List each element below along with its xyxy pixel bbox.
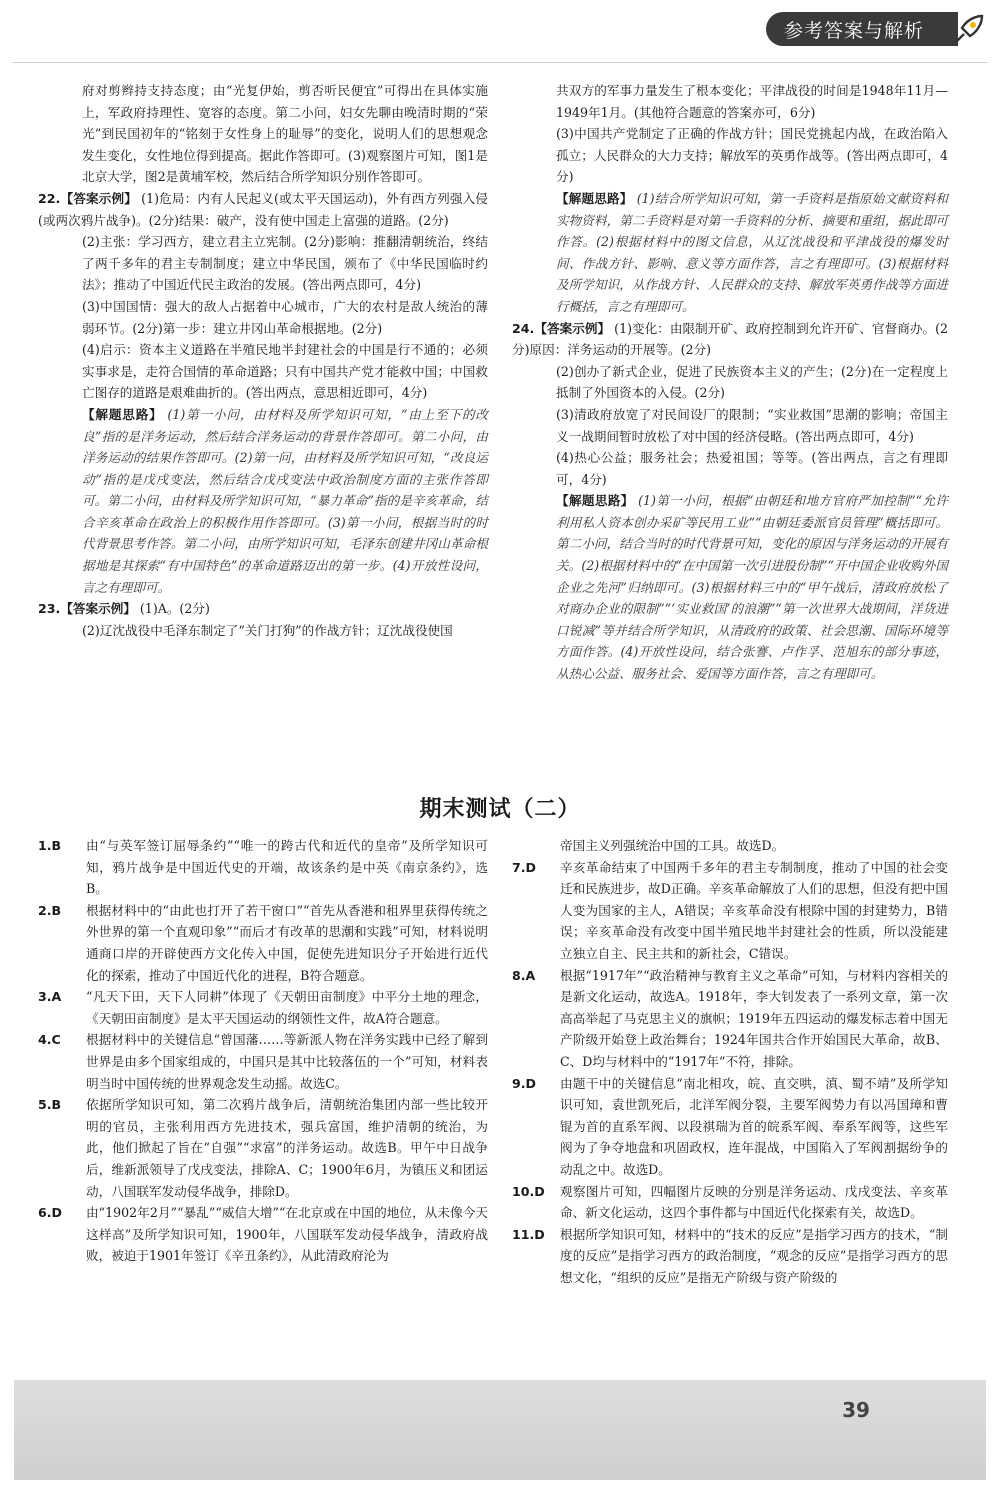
- solution-hint-text: (1)结合所学知识可知，第一手资料是指原始文献资料和实物资料，第二手资料是对第一手资料的分析、摘要和重组，据此即可作答。(2)根据材料中的图文信息，从辽沈战役和平津战役的爆发时间、作战方针、影响、意义等方面作答，言之有理即可。(3)根据材料及所学知识，从作战方针、人民群众的支持、解放军英勇作战等方面进行概括，言之有理即可。: [556, 190, 948, 314]
- question-23-answer: [38, 598, 488, 620]
- solution-hint-text: (1)第一小问，根据“由朝廷和地方官府严加控制”“允许利用私人资本创办采矿等民用工业”“由朝廷委派官员管理”概括即可。第二小问，结合当时的时代背景可知，变化的原因与洋务运动的开展有关。(2)根据材料中的“在中国第一次引进股份制”“开中国企业收购外国企业之先河”归纳即可。(3)根据材料三中的“甲午战后，清政府放松了对商办企业的限制”“‘实业救国’的浪潮”“第一次世界大战期间，洋货进口锐减”等并结合所学知识，从清政府的政策、社会思潮、国际环境等方面作答。(4)开放性设问，结合张謇、卢作孚、范旭东的部分事迹，从热心公益、服务社会、爱国等方面作答，言之有理即可。: [556, 493, 949, 682]
- mc-answer-key: 7.D: [512, 859, 537, 875]
- header-title: 参考答案与解析: [783, 19, 924, 42]
- answer-text: 共双方的军事力量发生了根本变化；平津战役的时间是1948年11月—1949年1月。(其他符合题意的答案亦可，6分): [556, 83, 948, 120]
- mc-answer-explanation: “凡天下田，天下人同耕”体现了《天朝田亩制度》中平分土地的理念，《天朝田亩制度》是太平天国运动的纲领性文件，故A符合题意。: [86, 989, 488, 1026]
- mc-answer-key: 1.B: [38, 838, 62, 853]
- answer-text: (4)热心公益；服务社会；热爱祖国；等等。(答出两点，言之有理即可，4分): [556, 450, 948, 487]
- mc-answer-key: 11.D: [512, 1226, 545, 1242]
- solution-hint-text: (1)第一小问，由材料及所学知识可知，“由上至下的改良”指的是洋务运动，然后结合洋务运动的背景作答即可。第二小问，由洋务运动的结果作答即可。(2)第一问，由材料及所学知识可知，“改良运动”指的是戊戌变法，然后结合戊戌变法中政治制度方面的主张作答即可。第二小问，由材料及所学知识可知，“暴力革命”指的是辛亥革命，结合辛亥革命在政治上的积极作用作答即可。(3)第一小问，根据当时的时代背景思考作答。第二小问，由所学知识可知，毛泽东创建井冈山革命根据地是其探索“有中国特色”的革命道路迈出的第一步。(4)开放性设问，言之有理即可。: [82, 406, 488, 595]
- answer-column-left: [38, 80, 488, 641]
- solution-hint: [512, 490, 948, 684]
- mc-answer-item: [38, 1094, 488, 1202]
- mc-answer-key: 3.A: [38, 989, 62, 1005]
- mc-answer-explanation: 根据所学知识可知，材料中的“技术的反应”是指学习西方的技术，“制度的反应”是指学习西方的政治制度，“观念的反应”是指学习西方的思想文化，“组织的反应”是指无产阶级与资产阶级的: [560, 1226, 948, 1285]
- mc-answer-explanation: 由“与英军签订屈辱条约”“唯一的跨古代和近代的皇帝”及所学知识可知，鸦片战争是中国近代史的开端，故该条约是中英《南京条约》，选B。: [86, 838, 488, 897]
- answer-text: (2)创办了新式企业，促进了民族资本主义的产生；(2分)在一定程度上抵制了外国资本的入侵。(2分): [556, 363, 948, 401]
- mc-answer-explanation: 根据“1917年”“政治精神与教育主义之革命”可知，与材料内容相关的是新文化运动，故选A。1918年，李大钊发表了一系列文章，第一次高高举起了马克思主义的旗帜；1919年五四运动的爆发标志着中国无产阶级开始登上政治舞台；1924年国共合作开始国民大革命，故B、C、D均与材料中的“1917年”不符，排除。: [560, 967, 948, 1069]
- question-24-answer: [512, 318, 948, 361]
- mc-answer-key: 2.B: [38, 902, 62, 918]
- mc-answer-key: 6.D: [38, 1205, 63, 1221]
- answer-example-tag: 【答案示例】: [60, 190, 137, 206]
- answer-text: (2)主张：学习西方，建立君主立宪制。(2分)影响：推翻清朝统治，终结了两千多年的君主专制制度；建立中华民国，颁布了《中华民国临时约法》；推动了中国近代民主政治的发展。(答出两点即可，4分): [82, 234, 488, 293]
- answer-text: (1)危局：内有人民起义(或太平天国运动)，外有西方列强入侵(或两次鸦片战争)。(2分)结果：破产，没有使中国走上富强的道路。(2分): [38, 190, 488, 228]
- question-22-answer: [38, 188, 488, 231]
- solution-hint: [512, 188, 948, 318]
- mc-answer-item: [38, 835, 488, 900]
- answer-text: (1)变化：由限制开矿、政府控制到允许开矿、官督商办。(2分)原因：洋务运动的开展等。(2分): [512, 320, 948, 358]
- question-number: 23.: [38, 601, 61, 617]
- answer-text: (3)中国国情：强大的敌人占据着中心城市，广大的农村是敌人统治的薄弱环节。(2分)第一步：建立井冈山革命根据地。(2分): [82, 298, 488, 336]
- mc-answer-item: [512, 1224, 948, 1289]
- mc-answer-explanation: 帝国主义列强统治中国的工具。故选D。: [560, 838, 785, 853]
- answer-paragraph: 府对剪辫持支持态度；由“光复伊始，剪否听民便宜”可得出在具体实施上，军政府持理性、宽容的态度。第二小问，妇女先聊由晚清时期的“荣光”到民国初年的“铭刻于女性身上的耻辱”的变化，说明人们的思想观念发生变化，女性地位得到提高。据此作答即可。(3)观察图片可知，图1是北京大学，图2是黄埔军校，然后结合所学知识分别作答即可。: [82, 83, 488, 185]
- section-title: 期末测试（二）: [419, 797, 581, 822]
- mc-answer-item: [38, 986, 488, 1029]
- solution-hint-tag: 【解题思路】: [556, 493, 634, 509]
- header-title-badge: [766, 12, 958, 46]
- mc-answer-item: [512, 835, 948, 857]
- answer-column-right: [512, 80, 948, 685]
- mc-answer-key: 4.C: [38, 1032, 61, 1048]
- mc-answer-item: [512, 1181, 948, 1224]
- answer-example-tag: 【答案示例】: [534, 320, 611, 336]
- page-number: 39: [842, 1398, 870, 1422]
- answer-text: (3)清政府放宽了对民间设厂的限制；“实业救国”思潮的影响；帝国主义一战期间暂时放松了对中国的经济侵略。(答出两点即可，4分): [556, 406, 948, 444]
- rocket-logo-icon: [946, 8, 990, 52]
- solution-hint-tag: 【解题思路】: [82, 406, 163, 422]
- mc-answer-explanation: 根据材料中的关键信息“曾国藩……等新派人物在洋务实践中已经了解到世界是由多个国家组成的，中国只是其中比较落伍的一个”可知，材料表明当时中国传统的世界观念发生动摇。故选C。: [86, 1032, 488, 1091]
- solution-hint-tag: 【解题思路】: [556, 190, 633, 206]
- mc-answer-item: [38, 1202, 488, 1267]
- answer-example-tag: 【答案示例】: [60, 601, 136, 617]
- mc-answer-key: 9.D: [512, 1075, 537, 1091]
- question-number: 24.: [512, 320, 535, 336]
- mc-answer-item: [38, 900, 488, 986]
- mc-answer-explanation: 依据所学知识可知，第二次鸦片战争后，清朝统治集团内部一些比较开明的官员，主张利用西方先进技术，强兵富国，维护清朝的统治，为此，他们掀起了旨在“自强”“求富”的洋务运动。故选B。甲午中日战争后，维新派领导了戊戌变法，排除A、C；1900年6月，为镇压义和团运动，八国联军发动侵华战争，排除D。: [86, 1097, 488, 1199]
- solution-hint: [38, 404, 488, 598]
- footer-band: [14, 1380, 986, 1480]
- mc-answer-item: [512, 857, 948, 965]
- answer-text: (2)辽沈战役中毛泽东制定了“关门打狗”的作战方针；辽沈战役使国: [82, 622, 453, 638]
- mc-answer-explanation: 由题干中的关键信息“南北相攻，皖、直交哄，滇、蜀不靖”及所学知识可知，袁世凯死后，北洋军阀分裂，主要军阀势力有以冯国璋和曹锟为首的直系军阀、以段祺瑞为首的皖系军阀、奉系军阀等，这些军阀为了争夺地盘和巩固政权，连年混战，中国陷入了军阀割据纷争的动乱之中。故选D。: [560, 1075, 948, 1177]
- mc-answer-key: 8.A: [512, 967, 536, 983]
- mc-answer-key: 10.D: [512, 1183, 545, 1199]
- mc-column-right: [512, 835, 948, 1288]
- mc-answer-explanation: 由“1902年2月”“暴乱”“威信大增”“在北京或在中国的地位，从未像今天这样高”及所学知识可知，1900年，八国联军发动侵华战争，清政府战败，被迫于1901年签订《辛丑条约》，从此清政府沦为: [86, 1205, 488, 1264]
- question-number: 22.: [38, 190, 61, 206]
- mc-answer-item: [512, 965, 948, 1073]
- answer-text: (4)启示：资本主义道路在半殖民地半封建社会的中国是行不通的；必须实事求是，走符合国情的革命道路；只有中国共产党才能救中国；中国救亡图存的道路是艰难曲折的。(答出两点，意思相近即可，4分): [82, 342, 488, 401]
- mc-answer-explanation: 辛亥革命结束了中国两千多年的君主专制制度，推动了中国的社会变迁和民族进步，故D正确。辛亥革命解放了人们的思想，但没有把中国人变为国家的主人，A错误；辛亥革命没有根除中国的封建势力，B错误；辛亥革命没有改变中国半殖民地半封建社会的性质，所以没能建立独立自主、民主共和的新社会，C错误。: [560, 859, 948, 961]
- mc-answer-item: [512, 1073, 948, 1181]
- mc-answer-key: 5.B: [38, 1097, 62, 1113]
- mc-answer-item: [38, 1029, 488, 1094]
- answer-text: (3)中国共产党制定了正确的作战方针；国民党挑起内战，在政治陷入孤立；人民群众的大力支持；解放军的英勇作战等。(答出两点即可，4分): [556, 126, 948, 185]
- mc-answer-explanation: 根据材料中的“由此也打开了若干窗口”“首先从香港和租界里获得传统之外世界的第一个直观印象”“而后才有改革的思潮和实践”可知，材料说明通商口岸的开辟使西方文化传入中国，促使先进知识分子开始进行近代化的探索，推动了中国近代化的进程，B符合题意。: [86, 902, 488, 983]
- mc-answer-explanation: 观察图片可知，四幅图片反映的分别是洋务运动、戊戌变法、辛亥革命、新文化运动，这四个事件都与中国近代化探索有关，故选D。: [560, 1183, 948, 1221]
- header-divider: [12, 62, 988, 63]
- mc-column-left: [38, 835, 488, 1267]
- answer-text: (1)A。(2分): [139, 601, 210, 617]
